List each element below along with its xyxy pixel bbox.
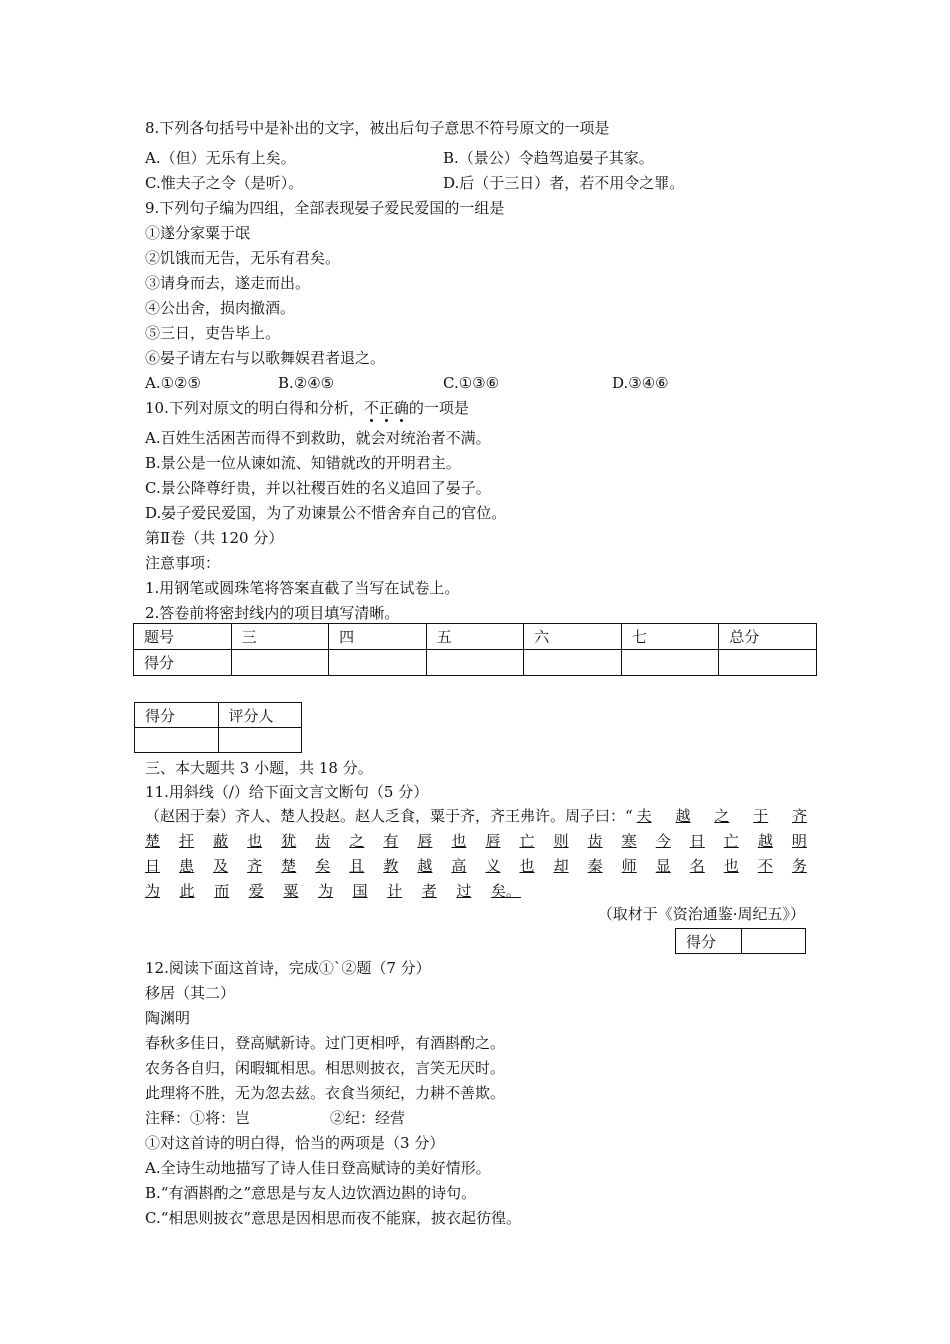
q11-passage-line3 <box>145 856 807 876</box>
q9-item: ②饥饿而无告，无乐有君矣。 <box>145 249 341 267</box>
q12-option-c: C.“相思则披衣”意思是因相思而夜不能寐，披衣起彷徨。 <box>145 1209 522 1227</box>
passage-char: 也 <box>451 832 467 850</box>
q9-item: ⑥晏子请左右与以歌舞娱君者退之。 <box>145 349 386 367</box>
score-table-header-row <box>134 624 817 650</box>
emphasis-char: 确 <box>393 399 409 417</box>
passage-char: 矣。 <box>490 882 521 900</box>
q10-option-c: C.景公降尊纡贵，并以社稷百姓的名义追回了晏子。 <box>145 479 491 497</box>
passage-char: 国 <box>352 882 368 900</box>
score-cell[interactable] <box>231 650 329 676</box>
passage-char: 而 <box>214 882 230 900</box>
passage-char: 义 <box>485 857 501 875</box>
passage-char: 教 <box>383 857 399 875</box>
q9-stem: 9.下列句子编为四组，全部表现晏子爱民爱国的一组是 <box>145 199 505 217</box>
emphasis-char: 正 <box>378 399 394 417</box>
passage-char: 也 <box>247 832 263 850</box>
passage-char: 却 <box>553 857 569 875</box>
passage-char: 日 <box>145 857 161 875</box>
q12-stem: 12.阅读下面这首诗，完成①`②题（7 分） <box>145 959 431 977</box>
score-cell[interactable] <box>621 650 719 676</box>
passage-char: 楚 <box>145 832 161 850</box>
poem-line: 此理将不胜，无为忽去兹。衣食当须纪，力耕不善欺。 <box>145 1084 506 1102</box>
passage-char: 也 <box>723 857 739 875</box>
passage-char: 且 <box>349 857 365 875</box>
passage-char: 之 <box>349 832 365 850</box>
grader-name-label: 评分人 <box>218 703 302 728</box>
passage-char: 亡 <box>723 832 739 850</box>
q11-score-box <box>675 928 806 954</box>
q10-option-d: D.晏子爱民爱国，为了劝谏景公不惜舍弃自己的官位。 <box>145 504 507 522</box>
q8-option-c: C.惟夫子之令（是听）。 <box>145 174 304 192</box>
q10-option-b: B.景公是一位从谏如流、知错就改的开明君主。 <box>145 454 461 472</box>
passage-char: 患 <box>179 857 195 875</box>
grader-score-cell[interactable] <box>135 728 219 753</box>
passage-char: 于 <box>753 807 769 825</box>
score-cell[interactable] <box>524 650 622 676</box>
q9-item: ①遂分家粟于氓 <box>145 224 251 242</box>
q8-option-d: D.后（于三日）者，若不用令之罪。 <box>443 174 685 192</box>
q10-stem <box>145 398 469 418</box>
passage-char: 明 <box>791 832 807 850</box>
score-table <box>133 623 817 676</box>
q12-option-a: A.全诗生动地描写了诗人佳日登高赋诗的美好情形。 <box>145 1159 491 1177</box>
passage-char: 蔽 <box>213 832 229 850</box>
score-table-header: 三 <box>231 624 329 650</box>
q11-passage-line2 <box>145 831 807 851</box>
q12-option-b: B.“有酒斟酌之”意思是与友人边饮酒边斟的诗句。 <box>145 1184 477 1202</box>
score-cell[interactable] <box>719 650 817 676</box>
q8-option-a: A.（但）无乐有上矣。 <box>145 149 296 167</box>
passage-char: 齿 <box>587 832 603 850</box>
notice-heading: 注意事项： <box>145 554 221 572</box>
score-table-header: 五 <box>426 624 524 650</box>
q11-intro: （赵困于秦）齐人、楚人投赵。赵人乏食，粟于齐，齐王弗许。周子曰：“ <box>145 807 633 825</box>
score-table-row <box>134 650 817 676</box>
passage-char: 名 <box>689 857 705 875</box>
q10-stem-pre: 10.下列对原文的明白得和分析， <box>145 399 364 417</box>
score-table-header: 题号 <box>134 624 232 650</box>
passage-char: 也 <box>519 857 535 875</box>
passage-char: 今 <box>655 832 671 850</box>
score-cell[interactable] <box>329 650 427 676</box>
q12-sub1-stem: ①对这首诗的明白得，恰当的两项是（3 分） <box>145 1134 445 1152</box>
passage-char: 显 <box>655 857 671 875</box>
poem-note-1: 注释：①将：岂 <box>145 1109 251 1127</box>
q8-option-b: B.（景公）令趋驾追晏子其家。 <box>443 149 654 167</box>
q9-option-b: B.②④⑤ <box>278 374 335 392</box>
passage-char: 犹 <box>281 832 297 850</box>
q9-option-a: A.①②⑤ <box>145 374 201 392</box>
q9-item: ⑤三日，吏告毕上。 <box>145 324 281 342</box>
passage-char: 秦 <box>587 857 603 875</box>
passage-char: 有 <box>383 832 399 850</box>
poem-note-2: ②纪：经营 <box>330 1109 406 1127</box>
grader-name-cell[interactable] <box>218 728 302 753</box>
passage-char: 越 <box>417 857 433 875</box>
passage-char: 此 <box>179 882 195 900</box>
poem-line: 农务各自归，闲暇辄相思。相思则披衣，言笑无厌时。 <box>145 1059 506 1077</box>
passage-char: 爱 <box>248 882 264 900</box>
score-table-header: 七 <box>621 624 719 650</box>
passage-char: 齐 <box>247 857 263 875</box>
q11-passage-line1 <box>145 806 807 826</box>
grader-table <box>134 702 302 753</box>
poem-title: 移居（其二） <box>145 984 236 1002</box>
score-cell[interactable] <box>426 650 524 676</box>
passage-char: 亡 <box>519 832 535 850</box>
q9-item: ④公出舍，损肉撤酒。 <box>145 299 296 317</box>
emphasis-char: 不 <box>363 399 379 417</box>
q10-option-a: A.百姓生活困苦而得不到救助，就会对统治者不满。 <box>145 429 491 447</box>
passage-char: 则 <box>553 832 569 850</box>
poem-author: 陶渊明 <box>145 1009 191 1027</box>
passage-char: 计 <box>387 882 403 900</box>
passage-char: 粟 <box>283 882 299 900</box>
passage-char: 寒 <box>621 832 637 850</box>
passage-char: 楚 <box>281 857 297 875</box>
passage-char: 日 <box>689 832 705 850</box>
q9-item: ③请身而去，遂走而出。 <box>145 274 311 292</box>
passage-char: 及 <box>213 857 229 875</box>
score-table-header: 六 <box>524 624 622 650</box>
passage-char: 者 <box>421 882 437 900</box>
q11-passage-line4 <box>145 881 521 901</box>
notice-item: 2.答卷前将密封线内的项目填写清晰。 <box>145 604 400 622</box>
score-row-label: 得分 <box>134 650 232 676</box>
q9-option-c: C.①③⑥ <box>443 374 500 392</box>
q11-score-cell[interactable] <box>741 929 805 954</box>
passage-char: 师 <box>621 857 637 875</box>
passage-char: 不 <box>757 857 773 875</box>
grader-score-label: 得分 <box>135 703 219 728</box>
passage-char: 务 <box>791 857 807 875</box>
section3-heading: 三、本大题共 3 小题，共 18 分。 <box>145 759 373 777</box>
passage-char: 过 <box>456 882 472 900</box>
notice-item: 1.用钢笔或圆珠笔将答案直截了当写在试卷上。 <box>145 579 460 597</box>
passage-char: 越 <box>675 807 691 825</box>
q10-stem-post: 的一项是 <box>408 399 469 417</box>
passage-char: 夫 <box>636 807 652 825</box>
q11-underlined-text <box>633 806 807 826</box>
passage-char: 唇 <box>485 832 501 850</box>
score-table-header: 总分 <box>719 624 817 650</box>
q8-stem: 8.下列各句括号中是补出的文字，被出后句子意思不符号原文的一项是 <box>145 119 610 137</box>
passage-char: 扞 <box>179 832 195 850</box>
passage-char: 高 <box>451 857 467 875</box>
poem-line: 春秋多佳日，登高赋新诗。过门更相呼，有酒斟酌之。 <box>145 1034 506 1052</box>
score-table-header: 四 <box>329 624 427 650</box>
passage-char: 为 <box>317 882 333 900</box>
q11-score-label: 得分 <box>676 929 742 954</box>
passage-char: 齿 <box>315 832 331 850</box>
passage-char: 为 <box>145 882 161 900</box>
q9-option-d: D.③④⑥ <box>612 374 669 392</box>
passage-char: 之 <box>714 807 730 825</box>
q11-source: （取材于《资治通鉴·周纪五》） <box>597 905 805 923</box>
passage-char: 唇 <box>417 832 433 850</box>
passage-char: 越 <box>757 832 773 850</box>
passage-char: 矣 <box>315 857 331 875</box>
q11-stem: 11.用斜线（/）给下面文言文断句（5 分） <box>145 783 429 801</box>
passage-char: 齐 <box>791 807 807 825</box>
part2-title: 第Ⅱ卷（共 120 分） <box>145 529 284 547</box>
